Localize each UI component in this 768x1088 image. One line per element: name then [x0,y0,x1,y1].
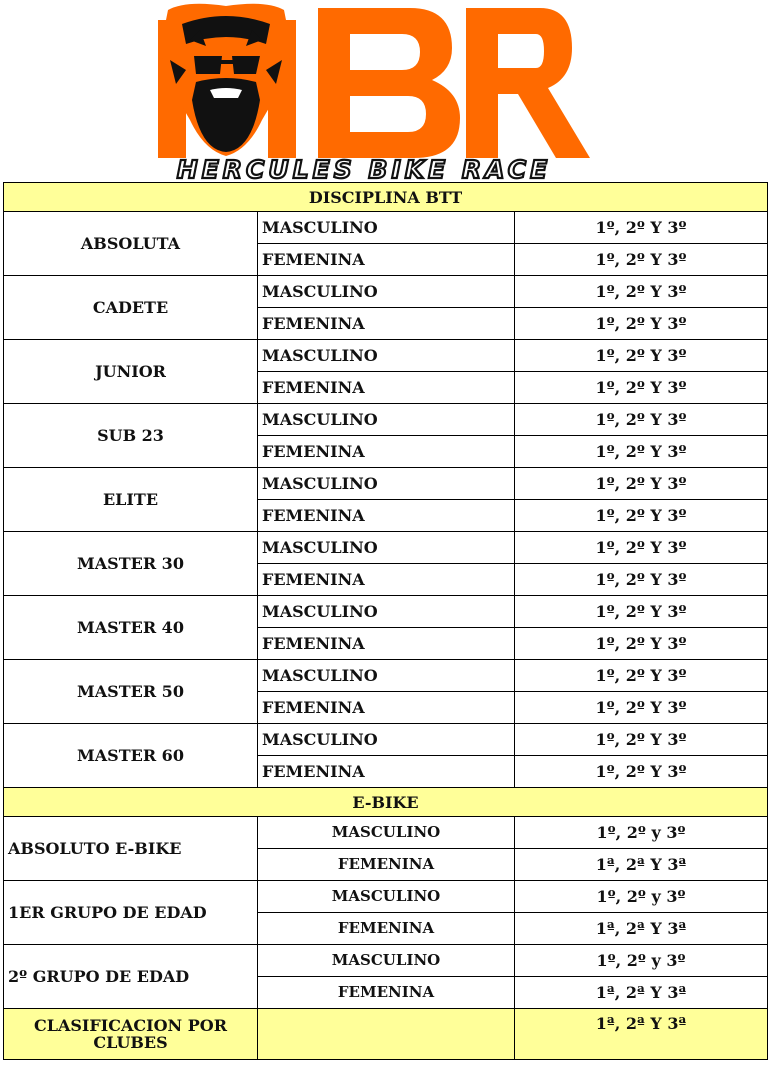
prizes-cell: 1º, 2º y 3º [515,945,768,977]
prizes-cell: 1º, 2º Y 3º [515,500,768,532]
clubs-gender-cell [258,1009,515,1060]
section-header-btt: DISCIPLINA BTT [4,183,768,212]
prizes-cell: 1º, 2º Y 3º [515,212,768,244]
gender-cell: FEMENINA [258,436,515,468]
gender-cell: FEMENINA [258,500,515,532]
gender-cell: MASCULINO [258,404,515,436]
gender-cell: MASCULINO [258,817,515,849]
table-row [4,532,768,564]
gender-cell: FEMENINA [258,977,515,1009]
category-name: JUNIOR [4,340,258,404]
prizes-cell: 1º, 2º Y 3º [515,756,768,788]
gender-cell: FEMENINA [258,849,515,881]
prizes-cell: 1ª, 2ª Y 3ª [515,977,768,1009]
gender-cell: MASCULINO [258,596,515,628]
gender-cell: FEMENINA [258,756,515,788]
table-row [4,817,768,849]
gender-cell: MASCULINO [258,660,515,692]
gender-cell: MASCULINO [258,881,515,913]
prizes-cell: 1º, 2º Y 3º [515,660,768,692]
category-name: MASTER 60 [4,724,258,788]
clubs-row [4,1009,768,1060]
prizes-cell: 1º, 2º Y 3º [515,308,768,340]
table-row [4,468,768,500]
gender-cell: MASCULINO [258,468,515,500]
prizes-cell: 1º, 2º Y 3º [515,372,768,404]
clubs-prizes-cell: 1ª, 2ª Y 3ª [515,1009,768,1060]
gender-cell: MASCULINO [258,945,515,977]
clubs-label: CLASIFICACION POR CLUBES [4,1009,258,1060]
table-row [4,660,768,692]
prizes-cell: 1º, 2º y 3º [515,817,768,849]
gender-cell: MASCULINO [258,532,515,564]
gender-cell: MASCULINO [258,340,515,372]
gender-cell: FEMENINA [258,244,515,276]
gender-cell: FEMENINA [258,692,515,724]
awards-table [3,182,768,1060]
gender-cell: MASCULINO [258,212,515,244]
category-name: MASTER 50 [4,660,258,724]
category-name: MASTER 30 [4,532,258,596]
table-row [4,945,768,977]
prizes-cell: 1º, 2º Y 3º [515,276,768,308]
prizes-cell: 1º, 2º Y 3º [515,436,768,468]
prizes-cell: 1º, 2º Y 3º [515,724,768,756]
logo-letter-r [466,8,590,158]
gender-cell: FEMENINA [258,913,515,945]
prizes-cell: 1º, 2º Y 3º [515,532,768,564]
table-row [4,724,768,756]
section-header-ebike-row [4,788,768,817]
prizes-cell: 1º, 2º Y 3º [515,692,768,724]
table-row [4,404,768,436]
prizes-cell: 1º, 2º Y 3º [515,340,768,372]
gender-cell: MASCULINO [258,276,515,308]
prizes-cell: 1º, 2º Y 3º [515,628,768,660]
gender-cell: FEMENINA [258,564,515,596]
category-name: 1ER GRUPO DE EDAD [4,881,258,945]
logo-text: HERCULES BIKE RACE [176,155,552,182]
table-row [4,881,768,913]
prizes-cell: 1º, 2º Y 3º [515,468,768,500]
gender-cell: MASCULINO [258,724,515,756]
prizes-cell: 1º, 2º Y 3º [515,404,768,436]
gender-cell: FEMENINA [258,372,515,404]
category-name: ABSOLUTO E-BIKE [4,817,258,881]
prizes-cell: 1º, 2º Y 3º [515,564,768,596]
category-name: ELITE [4,468,258,532]
category-name: CADETE [4,276,258,340]
hercules-bike-race-logo [0,0,768,182]
prizes-cell: 1º, 2º Y 3º [515,244,768,276]
logo-letter-b [318,8,460,158]
prizes-cell: 1ª, 2ª Y 3ª [515,849,768,881]
category-name: MASTER 40 [4,596,258,660]
table-row [4,340,768,372]
category-name: ABSOLUTA [4,212,258,276]
gender-cell: FEMENINA [258,628,515,660]
table-row [4,596,768,628]
prizes-cell: 1º, 2º y 3º [515,881,768,913]
table-row [4,276,768,308]
prizes-cell: 1º, 2º Y 3º [515,596,768,628]
prizes-cell: 1ª, 2ª Y 3ª [515,913,768,945]
section-header-ebike: E-BIKE [4,788,768,817]
category-name: 2º GRUPO DE EDAD [4,945,258,1009]
gender-cell: FEMENINA [258,308,515,340]
section-header-btt-row [4,183,768,212]
table-row [4,212,768,244]
category-name: SUB 23 [4,404,258,468]
